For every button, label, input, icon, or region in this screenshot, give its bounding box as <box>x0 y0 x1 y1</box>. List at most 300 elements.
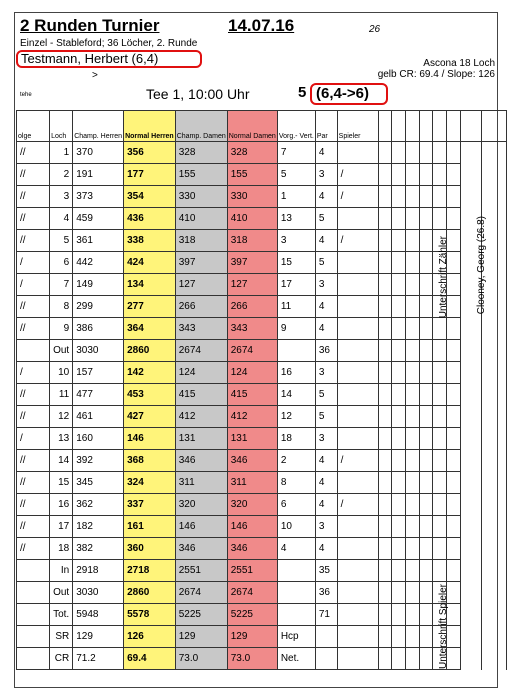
table-cell: 4 <box>315 230 337 252</box>
signature-column <box>460 538 481 560</box>
signature-column <box>481 340 506 362</box>
empty-cell <box>419 111 433 142</box>
table-row <box>17 362 507 384</box>
signature-column <box>460 648 481 670</box>
table-cell: 160 <box>73 428 124 450</box>
score-box <box>378 164 392 186</box>
table-cell <box>315 626 337 648</box>
table-cell: 5225 <box>227 604 277 626</box>
table-cell: / <box>337 164 378 186</box>
table-cell: 10 <box>50 362 73 384</box>
score-box <box>419 208 433 230</box>
score-box <box>378 318 392 340</box>
table-cell: 346 <box>175 538 227 560</box>
table-cell: 12 <box>277 406 315 428</box>
table-cell <box>17 340 50 362</box>
table-cell: 6 <box>277 494 315 516</box>
score-box <box>392 208 406 230</box>
table-cell <box>337 274 378 296</box>
column-header: Vorg.- Vert. <box>277 111 315 142</box>
score-box <box>378 274 392 296</box>
score-box <box>433 362 447 384</box>
score-box <box>419 604 433 626</box>
table-cell: 318 <box>227 230 277 252</box>
table-cell <box>337 626 378 648</box>
score-box <box>433 428 447 450</box>
table-cell: 73.0 <box>227 648 277 670</box>
table-row <box>17 340 507 362</box>
table-cell: 124 <box>175 362 227 384</box>
score-box <box>419 340 433 362</box>
score-box <box>406 186 420 208</box>
signature-column <box>460 516 481 538</box>
score-box <box>406 538 420 560</box>
table-cell: 3 <box>50 186 73 208</box>
table-cell: 161 <box>124 516 176 538</box>
table-cell: 4 <box>315 450 337 472</box>
table-cell: Out <box>50 340 73 362</box>
table-cell: 330 <box>175 186 227 208</box>
signature-column <box>460 384 481 406</box>
empty-cell <box>378 111 392 142</box>
table-cell: // <box>17 142 50 164</box>
score-box <box>378 186 392 208</box>
table-cell: 343 <box>227 318 277 340</box>
signature-column <box>460 560 481 582</box>
signature-column <box>481 164 506 186</box>
card-number: 26 <box>369 24 381 35</box>
table-cell: 146 <box>175 516 227 538</box>
table-cell <box>337 648 378 670</box>
table-row <box>17 516 507 538</box>
signature-column <box>481 538 506 560</box>
table-row <box>17 428 507 450</box>
table-cell: 131 <box>227 428 277 450</box>
empty-cell <box>460 111 481 142</box>
table-cell: // <box>17 450 50 472</box>
table-cell: 2551 <box>227 560 277 582</box>
score-box <box>378 384 392 406</box>
signature-column <box>460 582 481 604</box>
score-box <box>419 450 433 472</box>
score-box <box>433 142 447 164</box>
score-box <box>433 318 447 340</box>
table-cell: 7 <box>50 274 73 296</box>
tee-small-label: tehe <box>20 92 32 98</box>
score-box <box>419 252 433 274</box>
score-box <box>378 648 392 670</box>
table-cell: 16 <box>50 494 73 516</box>
signature-column <box>460 450 481 472</box>
score-box <box>433 340 447 362</box>
table-cell: // <box>17 516 50 538</box>
table-cell <box>337 318 378 340</box>
table-cell: 3 <box>315 516 337 538</box>
table-cell: Tot. <box>50 604 73 626</box>
table-cell: // <box>17 384 50 406</box>
table-cell: 320 <box>227 494 277 516</box>
player-name: Testmann, Herbert (6,4) <box>16 50 202 68</box>
score-box <box>433 494 447 516</box>
course-rating: gelb CR: 69.4 / Slope: 126 <box>377 69 495 80</box>
table-cell: / <box>17 274 50 296</box>
score-box <box>392 186 406 208</box>
table-cell: 318 <box>175 230 227 252</box>
table-cell: 5 <box>315 252 337 274</box>
table-cell: 9 <box>50 318 73 340</box>
table-cell: / <box>337 230 378 252</box>
column-header: Champ. Herren <box>73 111 124 142</box>
table-row <box>17 626 507 648</box>
score-box <box>392 604 406 626</box>
table-cell: 330 <box>227 186 277 208</box>
table-cell: 368 <box>124 450 176 472</box>
table-row <box>17 450 507 472</box>
table-cell <box>17 560 50 582</box>
score-box <box>406 472 420 494</box>
score-box <box>419 472 433 494</box>
table-row <box>17 186 507 208</box>
score-box <box>392 472 406 494</box>
score-box <box>406 230 420 252</box>
score-box <box>392 340 406 362</box>
score-box <box>446 406 460 428</box>
score-box <box>406 384 420 406</box>
table-cell: // <box>17 472 50 494</box>
table-cell: 4 <box>50 208 73 230</box>
table-cell: 360 <box>124 538 176 560</box>
table-cell: 14 <box>277 384 315 406</box>
table-cell: 15 <box>277 252 315 274</box>
table-cell: 3030 <box>73 340 124 362</box>
table-cell <box>337 362 378 384</box>
table-cell: 311 <box>227 472 277 494</box>
score-box <box>446 560 460 582</box>
table-cell: 277 <box>124 296 176 318</box>
table-cell <box>337 406 378 428</box>
score-box <box>378 252 392 274</box>
column-header: Loch <box>50 111 73 142</box>
table-cell: 1 <box>277 186 315 208</box>
signature-column <box>481 648 506 670</box>
score-box <box>433 164 447 186</box>
signature-column <box>481 560 506 582</box>
table-cell <box>17 604 50 626</box>
score-box <box>406 362 420 384</box>
table-cell: 13 <box>277 208 315 230</box>
table-cell: 477 <box>73 384 124 406</box>
signature-column <box>460 186 481 208</box>
table-cell: // <box>17 186 50 208</box>
signature-column <box>481 472 506 494</box>
score-box <box>419 538 433 560</box>
table-cell: 412 <box>175 406 227 428</box>
table-cell: 4 <box>277 538 315 560</box>
table-cell: 129 <box>175 626 227 648</box>
score-box <box>446 450 460 472</box>
table-cell: 346 <box>227 450 277 472</box>
table-cell <box>337 208 378 230</box>
table-row <box>17 230 507 252</box>
signature-column <box>481 406 506 428</box>
table-cell: / <box>17 252 50 274</box>
table-cell: 361 <box>73 230 124 252</box>
score-box <box>446 340 460 362</box>
table-cell: 191 <box>73 164 124 186</box>
table-cell: 17 <box>277 274 315 296</box>
tournament-subtitle: Einzel - Stableford; 36 Löcher, 2. Runde <box>20 38 198 49</box>
score-box <box>392 428 406 450</box>
table-header-row <box>17 111 507 142</box>
score-box <box>419 582 433 604</box>
counter-signature-label: Unterschrift Zähler <box>438 236 449 319</box>
table-cell: 2674 <box>175 340 227 362</box>
table-cell: 36 <box>315 340 337 362</box>
signature-column <box>481 494 506 516</box>
table-cell: / <box>337 450 378 472</box>
score-box <box>392 384 406 406</box>
table-cell: 370 <box>73 142 124 164</box>
table-cell: 442 <box>73 252 124 274</box>
table-cell: 9 <box>277 318 315 340</box>
table-cell: // <box>17 208 50 230</box>
score-box <box>392 494 406 516</box>
table-cell: 424 <box>124 252 176 274</box>
score-box <box>419 164 433 186</box>
score-box <box>406 296 420 318</box>
table-cell: 18 <box>277 428 315 450</box>
score-box <box>406 318 420 340</box>
table-cell: 8 <box>277 472 315 494</box>
signature-column <box>460 626 481 648</box>
table-cell: 382 <box>73 538 124 560</box>
table-cell: 69.4 <box>124 648 176 670</box>
signature-column <box>481 626 506 648</box>
table-cell <box>17 626 50 648</box>
table-cell: SR <box>50 626 73 648</box>
table-cell <box>337 560 378 582</box>
table-cell: 124 <box>227 362 277 384</box>
score-box <box>406 560 420 582</box>
signature-column <box>481 428 506 450</box>
table-cell: 4 <box>315 494 337 516</box>
score-box <box>406 428 420 450</box>
course-name: Ascona 18 Loch <box>423 58 495 69</box>
score-box <box>433 186 447 208</box>
score-box <box>378 296 392 318</box>
table-cell <box>277 604 315 626</box>
table-cell: 5 <box>315 406 337 428</box>
table-cell: 364 <box>124 318 176 340</box>
table-cell: 299 <box>73 296 124 318</box>
table-row <box>17 494 507 516</box>
table-cell: 392 <box>73 450 124 472</box>
signature-column <box>460 318 481 340</box>
table-cell: 397 <box>175 252 227 274</box>
table-cell: 343 <box>175 318 227 340</box>
score-box <box>378 208 392 230</box>
table-cell: CR <box>50 648 73 670</box>
table-cell: // <box>17 538 50 560</box>
signature-column <box>460 406 481 428</box>
table-cell: 311 <box>175 472 227 494</box>
table-cell: 328 <box>175 142 227 164</box>
score-box <box>392 648 406 670</box>
score-box <box>433 208 447 230</box>
table-cell: 346 <box>227 538 277 560</box>
table-row <box>17 142 507 164</box>
handicap-number: 5 <box>298 84 307 101</box>
table-cell <box>337 538 378 560</box>
table-row <box>17 384 507 406</box>
score-box <box>406 252 420 274</box>
score-box <box>419 406 433 428</box>
table-cell: 71 <box>315 604 337 626</box>
column-header: Spieler <box>337 111 378 142</box>
table-cell: 4 <box>315 186 337 208</box>
score-box <box>446 362 460 384</box>
score-box <box>406 340 420 362</box>
table-cell: 129 <box>227 626 277 648</box>
table-cell: 356 <box>124 142 176 164</box>
score-box <box>378 142 392 164</box>
table-cell: 1 <box>50 142 73 164</box>
score-box <box>433 406 447 428</box>
table-cell: 410 <box>175 208 227 230</box>
table-cell: 415 <box>175 384 227 406</box>
score-box <box>378 230 392 252</box>
table-cell: 3 <box>315 428 337 450</box>
score-box <box>446 428 460 450</box>
arrow-marker: > <box>92 70 98 81</box>
score-box <box>419 318 433 340</box>
score-box <box>446 472 460 494</box>
handicap-change: (6,4->6) <box>310 83 388 105</box>
table-cell: // <box>17 164 50 186</box>
column-header: olge <box>17 111 50 142</box>
table-cell: 397 <box>227 252 277 274</box>
table-cell: 2 <box>277 450 315 472</box>
marker-name: Clooney, Georg (26.8) <box>476 216 487 315</box>
table-cell <box>337 296 378 318</box>
table-cell: 328 <box>227 142 277 164</box>
signature-column <box>460 472 481 494</box>
table-row <box>17 252 507 274</box>
table-cell: 157 <box>73 362 124 384</box>
table-cell: 354 <box>124 186 176 208</box>
signature-column <box>460 164 481 186</box>
table-cell: 453 <box>124 384 176 406</box>
column-header: Champ. Damen <box>175 111 227 142</box>
table-cell: 338 <box>124 230 176 252</box>
table-cell: 155 <box>227 164 277 186</box>
score-box <box>406 208 420 230</box>
table-cell: 11 <box>277 296 315 318</box>
table-cell: 6 <box>50 252 73 274</box>
score-box <box>419 384 433 406</box>
table-cell: 14 <box>50 450 73 472</box>
table-cell: 415 <box>227 384 277 406</box>
table-cell: 346 <box>175 450 227 472</box>
signature-column <box>481 362 506 384</box>
table-cell: // <box>17 406 50 428</box>
score-box <box>406 582 420 604</box>
table-cell: 3 <box>315 274 337 296</box>
table-row <box>17 560 507 582</box>
score-box <box>406 274 420 296</box>
score-box <box>446 516 460 538</box>
table-cell: 16 <box>277 362 315 384</box>
score-box <box>392 450 406 472</box>
table-cell: 2674 <box>175 582 227 604</box>
score-box <box>446 318 460 340</box>
score-box <box>392 516 406 538</box>
score-box <box>378 340 392 362</box>
score-box <box>406 516 420 538</box>
table-cell: 412 <box>227 406 277 428</box>
score-box <box>446 164 460 186</box>
table-cell: 4 <box>315 142 337 164</box>
empty-cell <box>392 111 406 142</box>
table-row <box>17 164 507 186</box>
table-cell: 177 <box>124 164 176 186</box>
table-cell: 324 <box>124 472 176 494</box>
tee-time: Tee 1, 10:00 Uhr <box>146 86 250 102</box>
score-box <box>446 538 460 560</box>
score-box <box>406 648 420 670</box>
table-cell: 2551 <box>175 560 227 582</box>
table-cell: / <box>337 186 378 208</box>
score-box <box>419 626 433 648</box>
score-box <box>419 362 433 384</box>
table-cell: 73.0 <box>175 648 227 670</box>
table-cell: 142 <box>124 362 176 384</box>
empty-cell <box>446 111 460 142</box>
table-cell: / <box>17 362 50 384</box>
table-cell <box>17 582 50 604</box>
score-box <box>406 406 420 428</box>
table-row <box>17 296 507 318</box>
score-box <box>406 164 420 186</box>
table-cell: 2674 <box>227 582 277 604</box>
table-cell: 5 <box>315 208 337 230</box>
table-cell: 3 <box>315 362 337 384</box>
table-cell <box>337 604 378 626</box>
table-cell: 427 <box>124 406 176 428</box>
table-cell: Hcp <box>277 626 315 648</box>
table-row <box>17 648 507 670</box>
score-table <box>16 110 507 670</box>
table-cell: 12 <box>50 406 73 428</box>
table-cell: 4 <box>315 318 337 340</box>
table-cell <box>337 384 378 406</box>
score-box <box>446 494 460 516</box>
table-row <box>17 604 507 626</box>
table-cell <box>337 428 378 450</box>
table-cell: 155 <box>175 164 227 186</box>
table-cell: 4 <box>315 538 337 560</box>
table-cell <box>337 516 378 538</box>
table-cell: 3030 <box>73 582 124 604</box>
table-cell: 10 <box>277 516 315 538</box>
score-box <box>378 428 392 450</box>
score-box <box>433 516 447 538</box>
signature-column <box>460 428 481 450</box>
table-cell: Out <box>50 582 73 604</box>
table-cell: 3 <box>277 230 315 252</box>
table-cell: 386 <box>73 318 124 340</box>
signature-column <box>460 362 481 384</box>
